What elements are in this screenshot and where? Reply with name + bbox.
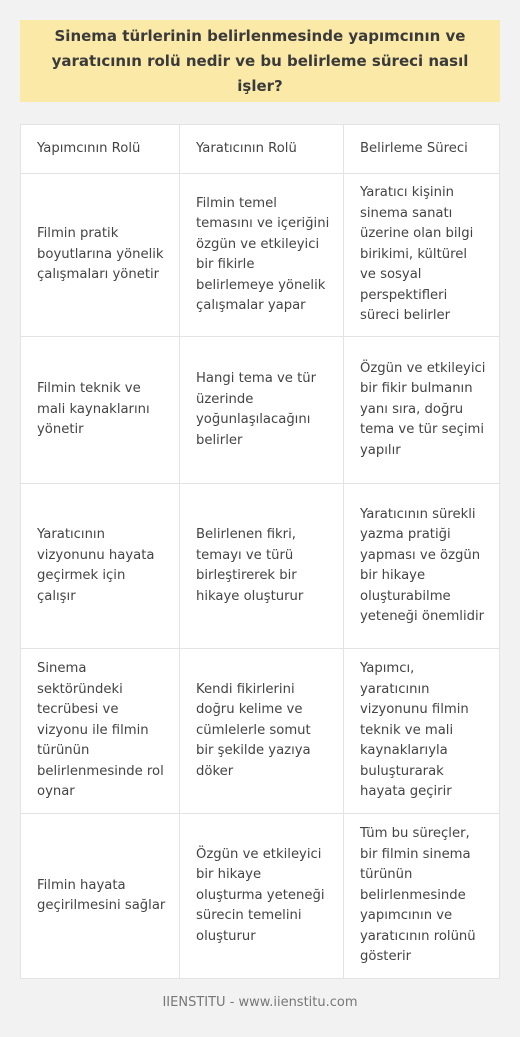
table-row [21, 813, 499, 978]
header-cell-creator: Yaratıcının Rolü [179, 125, 343, 173]
table-cell: Tüm bu süreçler, bir filmin sinema türünün belirlenmesinde yapımcının ve yaratıcının rolünü gösterir [343, 814, 499, 978]
table-cell: Filmin temel temasını ve içeriğini özgün ve etkileyici bir fikirle belirlemeye yönelik çalışmalar yapar [179, 174, 343, 336]
table-cell: Kendi fikirlerini doğru kelime ve cümlelerle somut bir şekilde yazıya döker [179, 649, 343, 813]
table-row [21, 173, 499, 336]
table-cell: Yaratıcının sürekli yazma pratiği yapması ve özgün bir hikaye oluşturabilme yeteneği önemlidir [343, 484, 499, 648]
table-cell: Yaratıcının vizyonunu hayata geçirmek için çalışır [37, 527, 155, 604]
table-cell: Hangi tema ve tür üzerinde yoğunlaşılacağını belirler [179, 337, 343, 483]
table-cell: Filmin pratik boyutlarına yönelik çalışmaları yönetir [37, 226, 164, 283]
table-row [21, 648, 499, 813]
table-cell: Sinema sektöründeki tecrübesi ve vizyonu ile filmin türünün belirlenmesinde rol oynar [37, 661, 164, 800]
table-cell: Filmin teknik ve mali kaynaklarını yönetir [37, 381, 150, 438]
comparison-table [20, 124, 500, 979]
table-cell: Yaratıcı kişinin sinema sanatı üzerine olan bilgi birikimi, kültürel ve sosyal perspektifleri süreci belirler [343, 174, 499, 336]
title-banner [20, 20, 500, 102]
page-title: Sinema türlerinin belirlenmesinde yapımcının ve yaratıcının rolü nedir ve bu belirleme süreci nasıl işler? [51, 26, 469, 95]
table-cell: Filmin hayata geçirilmesini sağlar [37, 877, 166, 913]
header-cell-producer: Yapımcının Rolü [37, 140, 141, 156]
table-header-row [21, 125, 499, 173]
table-row [21, 336, 499, 483]
table-cell: Özgün ve etkileyici bir hikaye oluşturma yeteneği sürecin temelini oluşturur [179, 814, 343, 978]
table-cell: Yapımcı, yaratıcının vizyonunu filmin teknik ve mali kaynaklarıyla buluşturarak hayata geçirir [343, 649, 499, 813]
table-cell: Özgün ve etkileyici bir fikir bulmanın yanı sıra, doğru tema ve tür seçimi yapılır [343, 337, 499, 483]
footer-credit: IIENSTITU - www.iienstitu.com [162, 995, 358, 1010]
table-cell: Belirlenen fikri, temayı ve türü birleştirerek bir hikaye oluşturur [179, 484, 343, 648]
header-cell-process: Belirleme Süreci [343, 125, 499, 173]
table-row [21, 483, 499, 648]
